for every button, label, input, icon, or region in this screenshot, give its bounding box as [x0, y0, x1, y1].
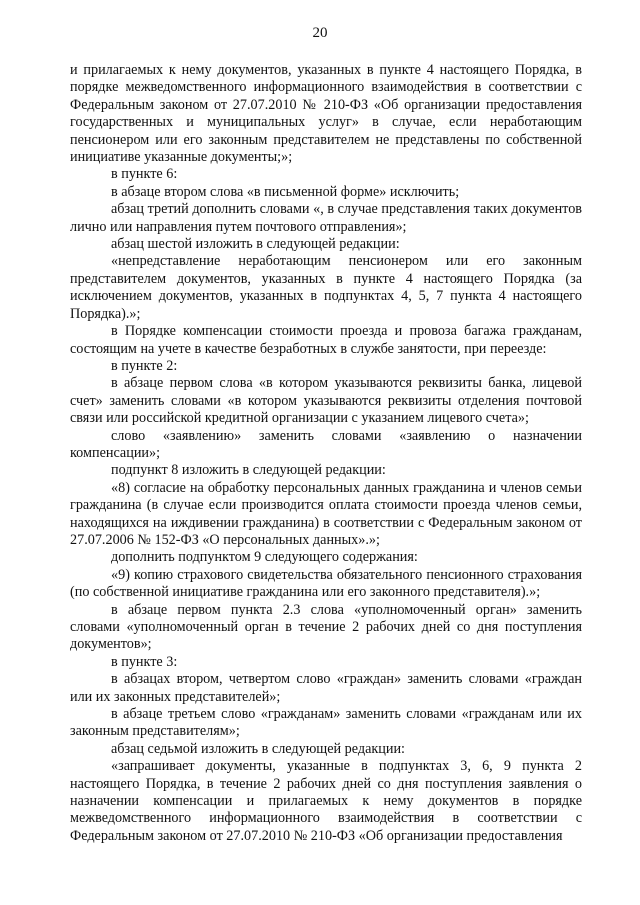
paragraph: подпункт 8 изложить в следующей редакции:	[111, 462, 386, 479]
document-body	[70, 62, 582, 845]
paragraph: в абзацах втором, четвертом слово «граждан» заменить словами «граждан или их законных представителей»;	[70, 671, 582, 705]
paragraph: слово «заявлению» заменить словами «заявлению о назначении компенсации»;	[70, 427, 582, 461]
paragraph: в абзаце первом слова «в котором указываются реквизиты банка, лицевой счет» заменить словами «в котором указываются реквизиты отделения почтовой связи или российской кредитной организации с указанием лицевого счета»;	[70, 375, 582, 427]
paragraph: в абзаце третьем слово «гражданам» заменить словами «гражданам или их законным представителям»;	[70, 706, 582, 740]
paragraph: абзац шестой изложить в следующей редакции:	[111, 236, 400, 253]
paragraph: абзац третий дополнить словами «, в случае представления таких документов лично или направления путем почтового отправления»;	[70, 201, 582, 235]
paragraph: в пункте 2:	[111, 357, 178, 374]
page-number: 20	[312, 25, 328, 41]
paragraph: «8) согласие на обработку персональных данных гражданина и членов семьи гражданина (в случае если производится оплата стоимости проезда членов семьи, находящихся на иждивении гражданина) в соответствии с Федеральным законом от 27.07.2006 № 152-ФЗ «О персональных данных».»;	[70, 479, 582, 548]
paragraph: в Порядке компенсации стоимости проезда и провоза багажа гражданам, состоящим на учете в качестве безработных в службе занятости, при переезде:	[70, 323, 582, 357]
paragraph: и прилагаемых к нему документов, указанных в пункте 4 настоящего Порядка, в порядке межведомственного информационного взаимодействия в соответствии с Федеральным законом от 27.07.2010 № 210-ФЗ «Об организации предоставления государственных и муниципальных услуг» в случае, если неработающим пенсионером или его законным представителем не представлены по собственной инициативе указанные документы;»;	[70, 62, 582, 166]
paragraph: дополнить подпунктом 9 следующего содержания:	[111, 549, 418, 566]
paragraph: «непредставление неработающим пенсионером или его законным представителем документов, указанных в пункте 4 настоящего Порядка (за исключением документов, указанных в подпунктах 4, 5, 7 пункта 4 настоящего Порядка).»;	[70, 253, 582, 322]
paragraph: в пункте 6:	[111, 166, 178, 183]
paragraph: в абзаце втором слова «в письменной форме» исключить;	[111, 183, 460, 200]
paragraph: «9) копию страхового свидетельства обязательного пенсионного страхования (по собственной инициативе гражданина или его законного представителя).»;	[70, 566, 582, 601]
paragraph: в абзаце первом пункта 2.3 слова «уполномоченный орган» заменить словами «уполномоченный орган в течение 2 рабочих дней со дня поступления документов»;	[70, 601, 582, 653]
paragraph: абзац седьмой изложить в следующей редакции:	[111, 740, 406, 757]
paragraph: в пункте 3:	[111, 653, 178, 670]
paragraph: «запрашивает документы, указанные в подпунктах 3, 6, 9 пункта 2 настоящего Порядка, в течение 2 рабочих дней со дня поступления заявления о назначении компенсации и прилагаемых к нему документов в порядке межведомственного информационного взаимодействия в соответствии с Федеральным законом от 27.07.2010 № 210-ФЗ «Об организации предоставления	[70, 758, 582, 844]
